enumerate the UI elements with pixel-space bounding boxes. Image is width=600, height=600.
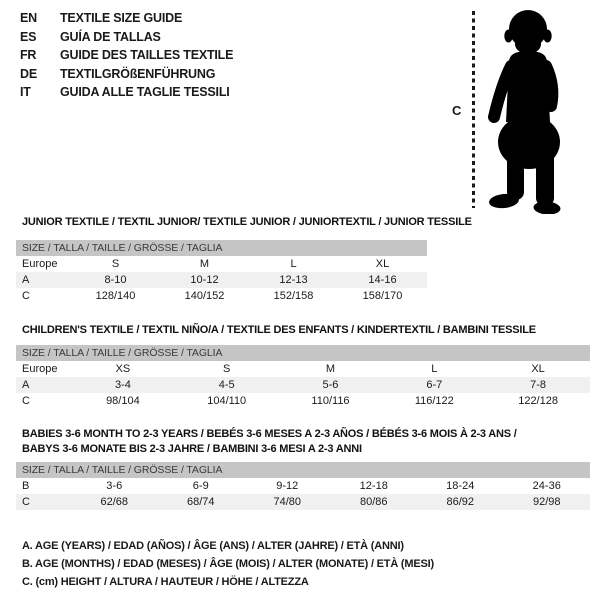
- size-cell: 80/86: [359, 496, 388, 508]
- size-cell: M: [199, 258, 210, 270]
- size-cell: XS: [115, 363, 131, 375]
- table-title-line: BABIES 3-6 MONTH TO 2-3 YEARS / BEBÉS 3-6 MESES A 2-3 AÑOS / BÉBÉS 3-6 MOIS À 2-3 ANS /: [22, 428, 517, 440]
- language-code: FR: [20, 48, 37, 62]
- size-cell: 7-8: [530, 379, 547, 391]
- size-cell: S: [223, 363, 231, 375]
- language-row: [20, 65, 233, 84]
- baby-silhouette-icon: [485, 4, 595, 214]
- language-code: ES: [20, 29, 37, 44]
- size-cell: L: [290, 258, 297, 270]
- table-row: [16, 272, 427, 288]
- height-measure-label: C: [452, 103, 462, 118]
- babies-textile-title: [22, 427, 517, 457]
- babies-textile-table: [16, 462, 590, 510]
- footnotes: [22, 537, 434, 591]
- size-cell: S: [111, 258, 120, 270]
- size-cell: 116/122: [414, 395, 454, 407]
- size-cell: XL: [375, 258, 390, 270]
- size-cell: 86/92: [446, 496, 475, 508]
- size-header-bar: SIZE / TALLA / TAILLE / GRÖSSE / TAGLIA: [16, 462, 590, 478]
- size-cell: 62/68: [100, 496, 129, 508]
- size-cell: L: [431, 363, 438, 375]
- language-row: [20, 28, 233, 47]
- language-label: GUIDA ALLE TAGLIE TESSILI: [60, 85, 230, 99]
- footnote-line: C. (cm) HEIGHT / ALTURA / HAUTEUR / HÖHE / ALTEZZA: [22, 576, 309, 588]
- size-cell: 158/170: [362, 290, 403, 302]
- language-code: DE: [20, 66, 37, 81]
- size-cell: 140/152: [184, 290, 225, 302]
- size-cell: 6-9: [192, 480, 209, 492]
- row-label: C: [22, 290, 30, 302]
- size-cell: M: [325, 363, 336, 375]
- size-cell: 3-6: [106, 480, 123, 492]
- language-row: [20, 46, 233, 65]
- size-cell: 8-10: [104, 274, 127, 286]
- size-cell: 68/74: [186, 496, 215, 508]
- table-row: [16, 288, 427, 304]
- table-title-line: JUNIOR TEXTILE / TEXTIL JUNIOR/ TEXTILE JUNIOR / JUNIORTEXTIL / JUNIOR TESSILE: [22, 216, 472, 228]
- size-header-bar: SIZE / TALLA / TAILLE / GRÖSSE / TAGLIA: [16, 240, 427, 256]
- row-label: A: [22, 379, 30, 391]
- size-cell: 24-36: [532, 480, 561, 492]
- size-cell: 4-5: [218, 379, 235, 391]
- table-row: [16, 361, 590, 377]
- size-cell: 3-4: [114, 379, 131, 391]
- size-cell: 110/116: [311, 395, 350, 407]
- table-row: [16, 494, 590, 510]
- footnote-line: A. AGE (YEARS) / EDAD (AÑOS) / ÂGE (ANS) / ALTER (JAHRE) / ETÀ (ANNI): [22, 540, 404, 552]
- size-cell: 12-13: [279, 274, 308, 286]
- language-label: TEXTILE SIZE GUIDE: [60, 11, 183, 25]
- size-cell: 74/80: [273, 496, 302, 508]
- row-label: C: [22, 496, 30, 508]
- table-title-line: CHILDREN'S TEXTILE / TEXTIL NIÑO/A / TEXTILE DES ENFANTS / KINDERTEXTIL / BAMBINI TESSILE: [22, 324, 536, 336]
- language-row: [20, 83, 233, 102]
- table-title-line: BABYS 3-6 MONATE BIS 2-3 JAHRE / BAMBINI 3-6 MESI A 2-3 ANNI: [22, 443, 362, 455]
- size-cell: 92/98: [532, 496, 561, 508]
- language-label: GUIDE DES TAILLES TEXTILE: [60, 48, 234, 62]
- language-label: TEXTILGRÖßENFÜHRUNG: [60, 66, 216, 81]
- size-cell: 9-12: [276, 480, 299, 492]
- size-cell: 5-6: [322, 379, 339, 391]
- size-header-bar: SIZE / TALLA / TAILLE / GRÖSSE / TAGLIA: [16, 345, 590, 361]
- junior-textile-title: [22, 215, 472, 230]
- row-label: A: [22, 274, 30, 286]
- junior-textile-table: [16, 240, 427, 304]
- size-cell: 14-16: [368, 274, 397, 286]
- language-header: [20, 9, 233, 102]
- table-row: [16, 377, 590, 393]
- language-code: EN: [20, 11, 37, 25]
- language-row: [20, 9, 233, 28]
- table-row: [16, 478, 590, 494]
- size-cell: 152/158: [273, 290, 314, 302]
- row-label: B: [22, 480, 30, 492]
- size-cell: 122/128: [518, 395, 558, 407]
- size-cell: 6-7: [426, 379, 443, 391]
- table-row: [16, 256, 427, 272]
- childrens-textile-title: [22, 323, 536, 338]
- language-label: GUÍA DE TALLAS: [60, 29, 161, 44]
- childrens-textile-table: [16, 345, 590, 409]
- row-label: C: [22, 395, 30, 407]
- row-label: Europe: [22, 258, 58, 270]
- size-cell: 128/140: [95, 290, 136, 302]
- height-measure-dashed-line: [472, 11, 475, 208]
- size-cell: 10-12: [190, 274, 219, 286]
- footnote-line: B. AGE (MONTHS) / EDAD (MESES) / ÂGE (MOIS) / ALTER (MONATE) / ETÀ (MESI): [22, 558, 434, 570]
- size-cell: 12-18: [359, 480, 388, 492]
- size-cell: 104/110: [207, 395, 247, 407]
- language-code: IT: [20, 85, 31, 99]
- size-cell: XL: [531, 363, 545, 375]
- table-row: [16, 393, 590, 409]
- size-cell: 18-24: [446, 480, 475, 492]
- size-cell: 98/104: [106, 395, 140, 407]
- row-label: Europe: [22, 363, 58, 375]
